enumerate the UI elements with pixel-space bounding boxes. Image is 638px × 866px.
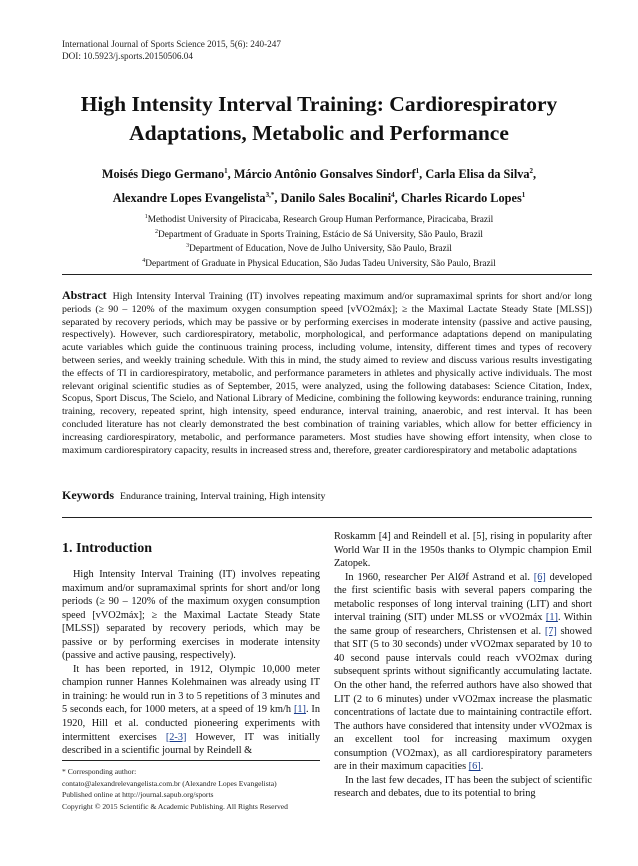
paragraph: Roskamm [4] and Reindell et al. [5], rising in popularity after World War II in the 1950s thanks to Olympic champion Emil Zatopek. <box>334 531 592 570</box>
paragraph: High Intensity Interval Training (IT) involves repeating maximum and/or supramaximal sprints for short and/or long periods (≥ 90 – 120% of the maximum oxygen consumption speed [vVO2máx]; ≥ the Maximal Lactate Steady State [MLSS]) separated by recovery periods, which may be passive or by performing exercises in moderate intensity (passive and active pausing, respectively). <box>62 569 320 662</box>
paragraph: In the last few decades, IT has been the subject of scientific research and debates, due to its potential to bring <box>334 774 592 800</box>
author-affil-mark: 2 <box>529 167 534 175</box>
author-name: Alexandre Lopes Evangelista <box>112 191 266 206</box>
abstract-text: High Intensity Interval Training (IT) involves repeating maximum and/or supramaximal sprints for short and/or long periods (≥ 90 – 120% of the maximum oxygen consumption speed [vVO2máx]; ≥ the Maximal Lactate Steady State [MLSS]) separated by recovery periods, which may be passive or by performing exercises in moderate intensity (passive and active pausing, respectively). However, such cardiorespiratory, metabolic, morphological, and performance adaptations depend on manipulating acute variables which guide the continuous training process, including volume, intensity, different times and types of recovery between series, and weekly training schedule. With this in mind, the study aimed to review and discuss various results investigating the effects of TI in cardiorespiratory, metabolic, and performance parameters in athletes and physically active individuals. The most relevant original scientific studies as of September, 2015, were analyzed, using the following databases: Science Citation, Index, Scopus, Sport Discus, The Scielo, and National Library of Medicine, combining the following keywords: endurance training, running training, recovery, repeated sprint, high intensity, speed endurance, interval training, anaerobic, and rest interval. It has been concluded literature has not clearly demonstrated the best combination of training variables, which allow for better efficiency in increasing cardiorespiratory, metabolic, and performance parameters. Most studies have showing effort intensity, when close to maximum cardiorespiratory capacity, results in increased stress and, therefore, greater cardiorespiratory and metabolic adaptations <box>62 291 592 456</box>
affiliation: $^1$Methodist University of Piracicaba, Research Group Human Performance, Piracicaba, Brazil <box>144 214 494 226</box>
affiliation: $^4$Department of Graduate in Physical Education, São Judas Tadeu University, São Paulo, Brazil <box>142 258 496 270</box>
section-heading: 1. Introduction <box>62 541 152 556</box>
footnote <box>62 766 332 812</box>
author-list <box>40 161 598 209</box>
title-line-2: Adaptations, Metabolic and Performance <box>129 121 509 145</box>
right-column <box>334 530 592 801</box>
contact-email: contato@alexandrelevangelista.com.br (Alexandre Lopes Evangelista) <box>62 778 277 788</box>
doi: DOI: 10.5923/j.sports.20150506.04 <box>62 50 193 61</box>
author-name: Márcio Antônio Gonsalves Sindorf <box>233 167 416 182</box>
left-column <box>62 530 320 758</box>
author-name: Charles Ricardo Lopes <box>400 191 522 206</box>
reference-link[interactable]: [2-3] <box>165 731 187 743</box>
affiliations <box>40 212 598 271</box>
footnote-divider <box>62 760 320 761</box>
abstract <box>62 289 592 457</box>
keywords-text: Endurance training, Interval training, High intensity <box>120 491 326 502</box>
published-line: Published online at http://journal.sapub.org/sports <box>62 790 214 800</box>
author-affil-mark: 4 <box>391 191 395 200</box>
corresponding-label: * Corresponding author: <box>62 767 137 776</box>
author-affil-mark: 1 <box>521 191 526 200</box>
author-affil-mark: 3,* <box>265 191 275 200</box>
running-head <box>62 39 281 62</box>
author-name: Moisés Diego Germano <box>101 167 225 182</box>
paragraph: In 1960, researcher Per AlØf Astrand et al. [6] developed the first scientific basis with several papers comparing the metabolic responses of long interval training (LIT) and short interval training (SIT) under MLSS or vVO2máx [1]. Within the same group of researchers, Christensen et al. [7] showed that SIT (5 to 30 seconds) under vVO2max separated by 10 to 40 second pause intervals could reach vVO2max during subsequent sprints without significantly accumulating lactate. On the other hand, the referred authors have also showed that LIT (2 to 6 minutes) under vVO2max increase the plasmatic concentrations of lactate due to maintaining contractile effort. The authors have considered that intensity under vVO2max is an excellent tool for increasing maximum oxygen consumption (VO2max), as all cardiorespiratory parameters are in their maximum capacities [6]. <box>334 571 592 773</box>
affiliation: $^3$Department of Education, Nove de Julho University, São Paulo, Brazil <box>186 243 452 255</box>
author-line-2: Alexandre Lopes Evangelista$^{3,*}$, Danilo Sales Bocalini$^4$, Charles Ricardo Lopes$^1$ <box>112 191 526 206</box>
reference-link[interactable]: [1] <box>545 612 558 624</box>
author-affil-mark: 1 <box>224 167 228 175</box>
affiliation: $^2$Department of Graduate in Sports Training, Estácio de Sá University, São Paulo, Brazil <box>155 228 483 240</box>
author-name: Carla Elisa da Silva <box>425 167 530 182</box>
keywords <box>62 489 592 504</box>
reference-link[interactable]: [6] <box>468 761 481 773</box>
author-line-1: Moisés Diego Germano$^1$, Márcio Antônio Gonsalves Sindorf$^1$, Carla Elisa da Silva$^2$, <box>101 167 537 182</box>
abstract-label: Abstract <box>62 288 107 302</box>
title-line-1: High Intensity Interval Training: Cardiorespiratory <box>80 92 558 116</box>
reference-link[interactable]: [7] <box>544 625 557 637</box>
paper-title <box>40 90 598 148</box>
reference-link[interactable]: [6] <box>533 571 546 583</box>
divider-bottom <box>62 517 592 518</box>
keywords-label: Keywords <box>62 488 114 502</box>
journal-citation: International Journal of Sports Science 2015, 5(6): 240-247 <box>62 39 281 49</box>
author-affil-mark: 1 <box>415 167 420 175</box>
paragraph: It has been reported, in 1912, Olympic 10,000 meter champion runner Hannes Kolehmainen was already using IT in training: he would run in 3 to 5 repetitions of 3 minutes and 5 seconds each, for 1000 meters, at a speed of 19 km/h [1]. In 1920, Hill et al. conducted pioneering experiments with intermittent exercises [2-3] However, IT was initially described in a scientific journal by Reindell & <box>62 663 320 757</box>
copyright-line: Copyright © 2015 Scientific & Academic Publishing. All Rights Reserved <box>62 801 288 811</box>
author-name: Danilo Sales Bocalini <box>280 191 392 206</box>
reference-link[interactable]: [1] <box>293 704 306 716</box>
divider-top <box>62 274 592 275</box>
